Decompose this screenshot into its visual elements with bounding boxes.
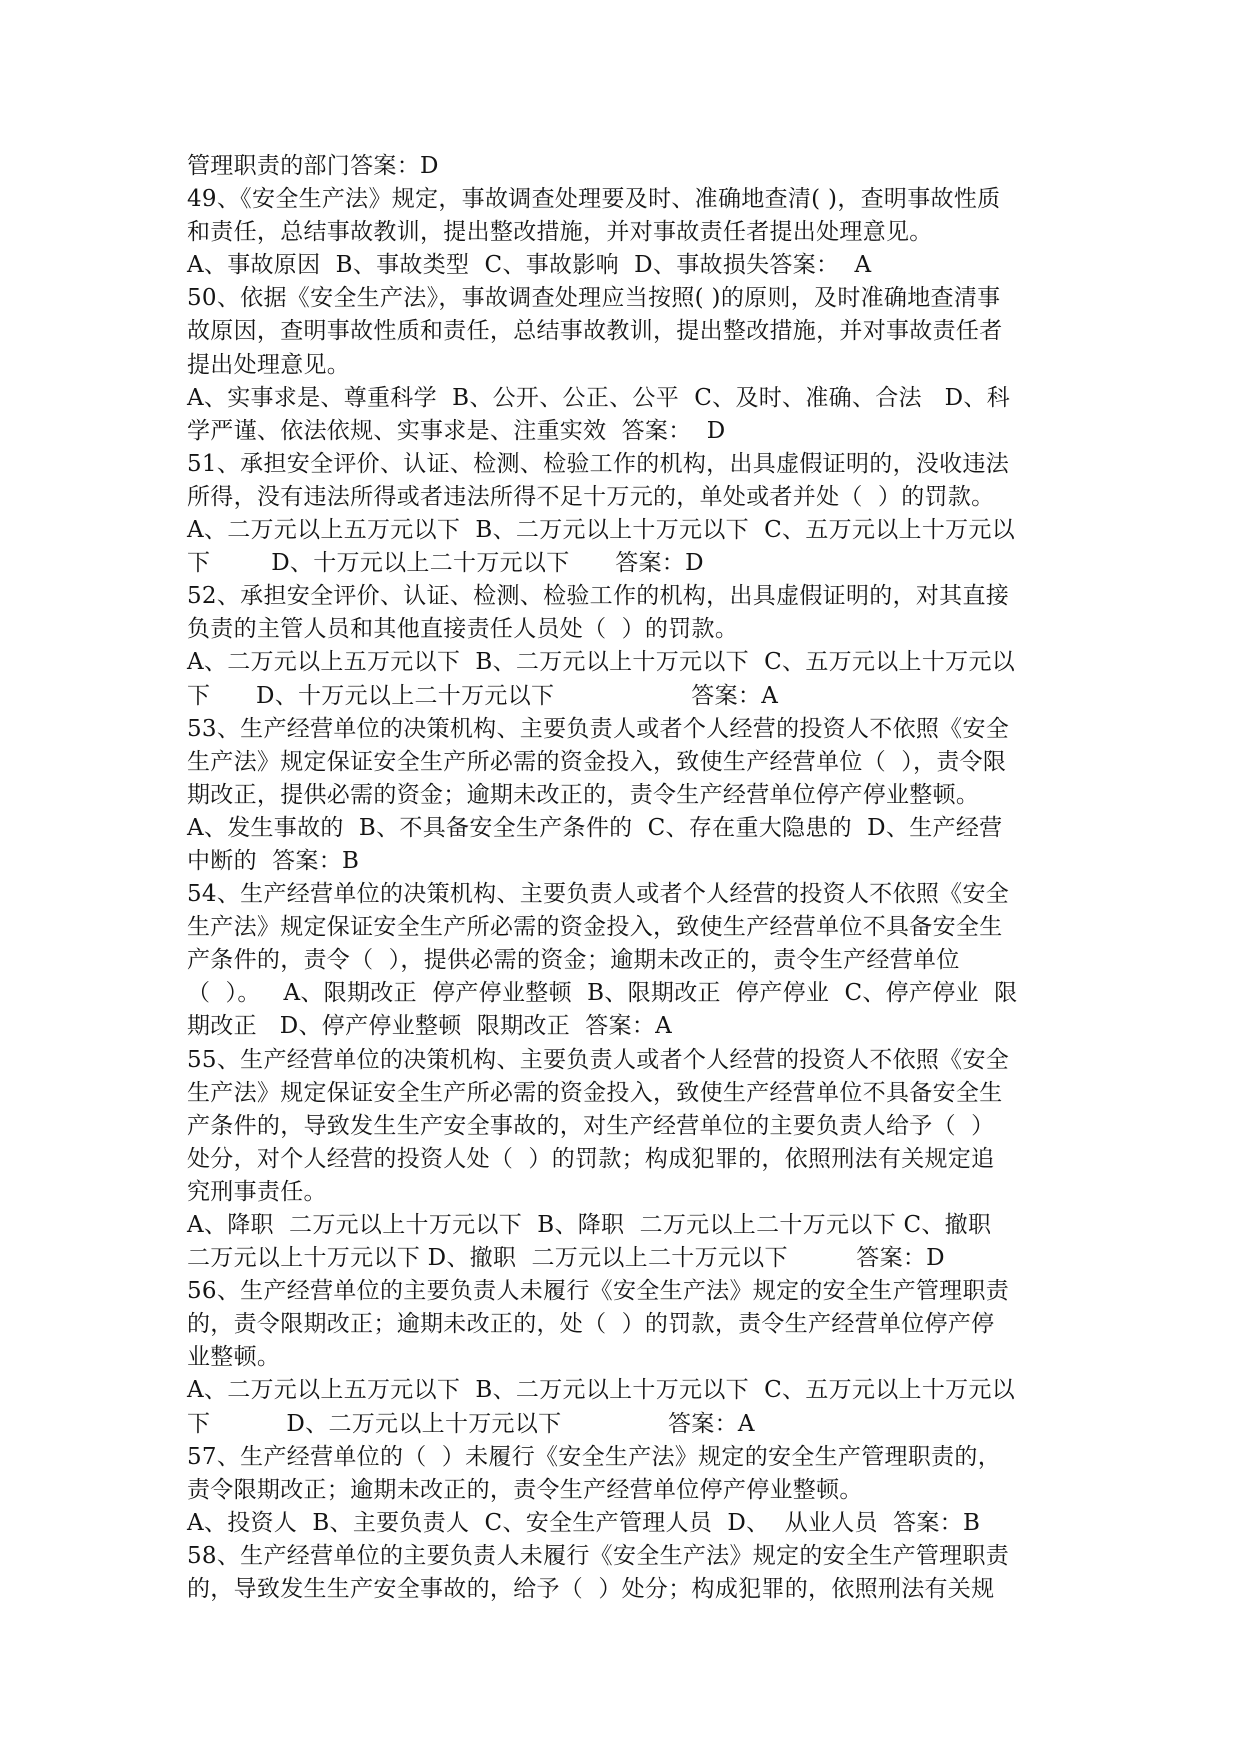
text-line: A、降职 二万元以上十万元以下 B、降职 二万元以上二十万元以下 C、撤职 [187, 1212, 992, 1238]
text-line: 产条件的，责令（ ），提供必需的资金；逾期未改正的，责令生产经营单位 [187, 947, 960, 974]
text-line: 55、生产经营单位的决策机构、主要负责人或者个人经营的投资人不依照《安全 [187, 1046, 1010, 1073]
text-line: 生产法》规定保证安全生产所必需的资金投入，致使生产经营单位（ ），责令限 [187, 748, 1007, 775]
text-line: 故原因，查明事故性质和责任，总结事故教训，提出整改措施，并对事故责任者 [187, 318, 1003, 345]
text-line: 生产法》规定保证安全生产所必需的资金投入，致使生产经营单位不具备安全生 [187, 1079, 1003, 1106]
text-line: 期改正 D、停产停业整顿 限期改正 答案：A [187, 1013, 673, 1040]
text-line: 学严谨、依法依规、实事求是、注重实效 答案： D [187, 417, 726, 444]
text-line: 期改正，提供必需的资金；逾期未改正的，责令生产经营单位停产停业整顿。 [187, 781, 980, 808]
text-line: 管理职责的部门答案：D [187, 153, 439, 179]
text-line: 52、承担安全评价、认证、检测、检验工作的机构，出具虚假证明的，对其直接 [187, 583, 1010, 610]
text-line: 中断的 答案：B [187, 847, 360, 874]
text-line: 49、《安全生产法》规定，事故调查处理要及时、准确地查清( )，查明事故性质 [187, 186, 1001, 213]
text-line: 产条件的，导致发生生产安全事故的，对生产经营单位的主要负责人给予（ ） [187, 1112, 995, 1139]
text-line: 提出处理意见。 [187, 351, 351, 378]
text-line: 责令限期改正；逾期未改正的，责令生产经营单位停产停业整顿。 [187, 1476, 863, 1503]
text-line: 下 D、十万元以上二十万元以下 答案：A [187, 682, 779, 709]
text-line: 下 D、十万元以上二十万元以下 答案：D [187, 550, 704, 577]
text-line: 下 D、二万元以上十万元以下 答案：A [187, 1410, 755, 1437]
text-line: 57、生产经营单位的（ ）未履行《安全生产法》规定的安全生产管理职责的， [187, 1443, 1001, 1470]
document-body [187, 150, 1077, 1606]
text-line: A、实事求是、尊重科学 B、公开、公正、公平 C、及时、准确、合法 D、科 [187, 384, 1011, 411]
text-line: 究刑事责任。 [187, 1178, 327, 1205]
text-line: A、投资人 B、主要负责人 C、安全生产管理人员 D、 从业人员 答案：B [187, 1509, 981, 1536]
text-line: 的，责令限期改正；逾期未改正的，处（ ）的罚款，责令生产经营单位停产停 [187, 1311, 995, 1338]
text-line: （ ）。 A、限期改正 停产停业整顿 B、限期改正 停产停业 C、停产停业 限 [187, 980, 1018, 1007]
text-line: 58、生产经营单位的主要负责人未履行《安全生产法》规定的安全生产管理职责 [187, 1542, 1010, 1569]
text-line: 54、生产经营单位的决策机构、主要负责人或者个人经营的投资人不依照《安全 [187, 881, 1010, 908]
text-line: 处分，对个人经营的投资人处（ ）的罚款；构成犯罪的，依照刑法有关规定追 [187, 1145, 995, 1172]
text-line: 生产法》规定保证安全生产所必需的资金投入，致使生产经营单位不具备安全生 [187, 914, 1003, 941]
text-line: A、二万元以上五万元以下 B、二万元以上十万元以下 C、五万元以上十万元以 [187, 1377, 1016, 1404]
text-line: 和责任，总结事故教训，提出整改措施，并对事故责任者提出处理意见。 [187, 219, 933, 246]
text-line: 负责的主管人员和其他直接责任人员处（ ）的罚款。 [187, 616, 739, 643]
text-line: A、事故原因 B、事故类型 C、事故影响 D、事故损失答案： A [187, 252, 872, 279]
text-line: 50、依据《安全生产法》，事故调查处理应当按照( )的原则，及时准确地查清事 [187, 285, 1001, 312]
text-line: A、二万元以上五万元以下 B、二万元以上十万元以下 C、五万元以上十万元以 [187, 649, 1016, 676]
text-line: A、发生事故的 B、不具备安全生产条件的 C、存在重大隐患的 D、生产经营 [187, 814, 1003, 841]
text-line: 的，导致发生生产安全事故的，给予（ ）处分；构成犯罪的，依照刑法有关规 [187, 1576, 995, 1603]
text-line: A、二万元以上五万元以下 B、二万元以上十万元以下 C、五万元以上十万元以 [187, 517, 1016, 544]
text-line: 53、生产经营单位的决策机构、主要负责人或者个人经营的投资人不依照《安全 [187, 715, 1010, 742]
text-line: 业整顿。 [187, 1344, 281, 1371]
text-line: 所得，没有违法所得或者违法所得不足十万元的，单处或者并处（ ）的罚款。 [187, 483, 995, 510]
text-line: 56、生产经营单位的主要负责人未履行《安全生产法》规定的安全生产管理职责 [187, 1278, 1010, 1305]
text-line: 二万元以上十万元以下 D、撤职 二万元以上二十万元以下 答案：D [187, 1245, 945, 1272]
text-line: 51、承担安全评价、认证、检测、检验工作的机构，出具虚假证明的，没收违法 [187, 450, 1010, 477]
